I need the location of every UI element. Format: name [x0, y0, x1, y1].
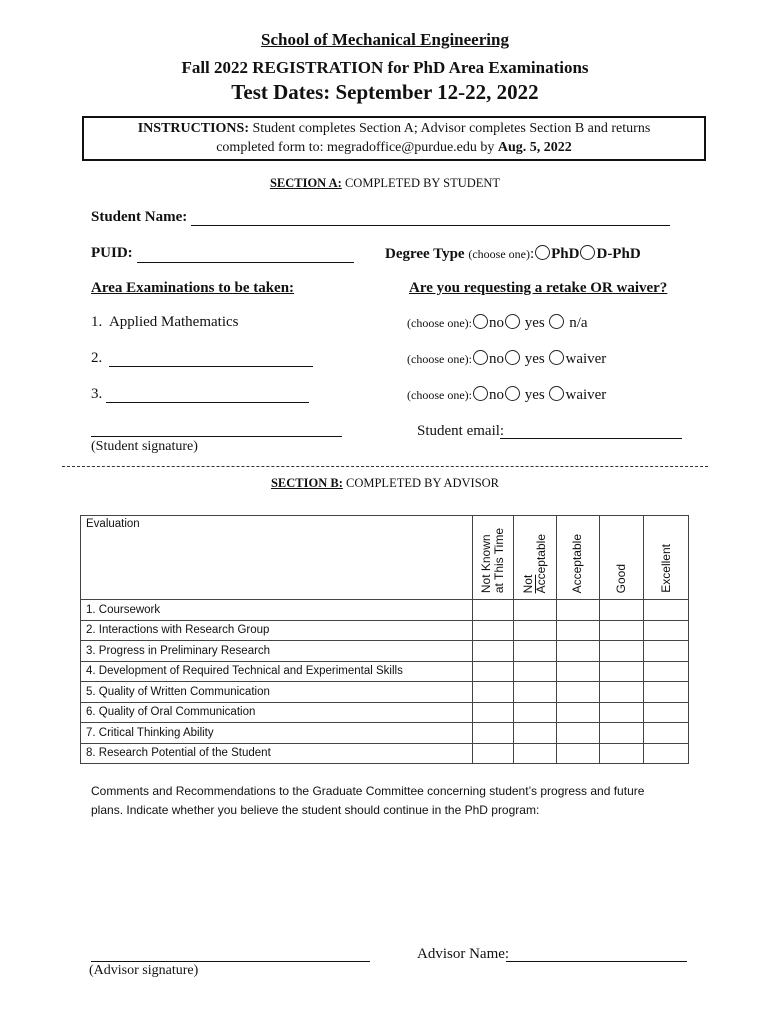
rating-cell[interactable] [514, 600, 556, 621]
option-label: no [488, 315, 504, 331]
exam-2-yes-radio[interactable] [505, 350, 520, 365]
rating-cell[interactable] [514, 641, 556, 662]
evaluation-criterion: 5. Quality of Written Communication [81, 682, 473, 703]
rating-cell[interactable] [514, 682, 556, 703]
school-title: School of Mechanical Engineering [261, 30, 509, 49]
option-label: waiver [565, 387, 607, 403]
comments-line-1: Comments and Recommendations to the Graduate Committee concerning student’s progress and future [91, 784, 645, 798]
rating-cell[interactable] [472, 743, 513, 764]
rating-cell[interactable] [556, 620, 600, 641]
table-row [81, 723, 689, 744]
exam-row-3 [91, 386, 102, 403]
rating-cell[interactable] [600, 723, 644, 744]
evaluation-rows [81, 600, 689, 764]
rating-cell[interactable] [556, 682, 600, 703]
student-name-label: Student Name: [91, 209, 188, 225]
rating-cell[interactable] [600, 641, 644, 662]
rating-cell[interactable] [556, 641, 600, 662]
rating-cell[interactable] [644, 723, 689, 744]
rating-cell[interactable] [556, 600, 600, 621]
degree-phd-label: PhD [551, 246, 580, 262]
comments-instructions [91, 782, 644, 820]
rating-cell[interactable] [600, 743, 644, 764]
rating-cell[interactable] [514, 723, 556, 744]
rating-cell[interactable] [556, 661, 600, 682]
rating-cell[interactable] [514, 620, 556, 641]
table-row [81, 682, 689, 703]
evaluation-criterion: 7. Critical Thinking Ability [81, 723, 473, 744]
rating-cell[interactable] [600, 661, 644, 682]
student-email-field[interactable] [500, 424, 682, 439]
degree-type-label: Degree Type [385, 246, 465, 262]
col-not-acceptable-line1: Not [520, 574, 535, 593]
option-label: n/a [569, 315, 588, 331]
instructions-deadline: Aug. 5, 2022 [497, 140, 572, 155]
evaluation-table [80, 515, 689, 764]
option-label: yes [524, 351, 545, 367]
instructions-label: INSTRUCTIONS: [137, 121, 249, 136]
degree-dphd-label: D-PhD [596, 246, 641, 262]
table-row [81, 702, 689, 723]
option-label: yes [524, 315, 545, 331]
degree-dphd-radio[interactable] [580, 245, 595, 260]
exam-name: Applied Mathematics [108, 314, 239, 330]
option-label: waiver [565, 351, 607, 367]
exam-3-waiver-radio[interactable] [549, 386, 564, 401]
puid-field[interactable] [137, 247, 354, 263]
instructions-text-2: completed form to: megradoffice@purdue.edu by [216, 140, 498, 155]
table-row [81, 641, 689, 662]
section-b-heading [0, 476, 770, 491]
advisor-signature-field[interactable] [91, 947, 370, 962]
col-good [600, 516, 644, 600]
choose-one-label: (choose one): [407, 388, 472, 402]
col-not-acceptable [514, 516, 556, 600]
advisor-signature-label: (Advisor signature) [89, 963, 199, 978]
rating-cell[interactable] [514, 702, 556, 723]
col-acceptable-label: Acceptable [570, 533, 585, 593]
section-a-title: COMPLETED BY STUDENT [341, 176, 501, 190]
evaluation-criterion: 6. Quality of Oral Communication [81, 702, 473, 723]
exam-number: 1. [91, 314, 103, 330]
table-row [81, 620, 689, 641]
degree-choose-one: (choose one) [468, 247, 530, 261]
col-excellent-label: Excellent [658, 544, 673, 593]
evaluation-criterion: 2. Interactions with Research Group [81, 620, 473, 641]
rating-cell[interactable] [556, 743, 600, 764]
exam-3-choices [407, 386, 606, 404]
exam-3-name-field[interactable] [106, 388, 309, 403]
instructions-box [82, 116, 706, 161]
comments-line-2: plans. Indicate whether you believe the student should continue in the PhD program: [91, 803, 540, 817]
test-dates: Test Dates: September 12-22, 2022 [231, 80, 539, 104]
exam-number: 3. [91, 386, 103, 402]
table-row [81, 743, 689, 764]
rating-cell[interactable] [514, 743, 556, 764]
evaluation-header-text: Evaluation [86, 518, 140, 530]
rating-cell[interactable] [644, 641, 689, 662]
student-email-label: Student email: [417, 423, 505, 439]
exam-1-no-radio[interactable] [473, 314, 488, 329]
exam-1-yes-radio[interactable] [505, 314, 520, 329]
section-b-label: SECTION B: [270, 476, 343, 490]
col-acceptable [556, 516, 600, 600]
rating-cell[interactable] [644, 620, 689, 641]
col-not-known [472, 516, 513, 600]
evaluation-header [81, 516, 473, 600]
exam-2-name-field[interactable] [109, 352, 313, 367]
rating-cell[interactable] [472, 682, 513, 703]
exam-2-no-radio[interactable] [473, 350, 488, 365]
instructions-text-1: Student completes Section A; Advisor completes Section B and returns [248, 121, 651, 136]
col-excellent [644, 516, 689, 600]
puid-label: PUID: [91, 245, 133, 261]
col-not-acceptable-line2: Acceptable [533, 533, 548, 593]
rating-cell[interactable] [644, 682, 689, 703]
rating-cell[interactable] [600, 600, 644, 621]
retake-heading: Are you requesting a retake OR waiver? [409, 280, 668, 296]
rating-cell[interactable] [644, 743, 689, 764]
exam-1-na-radio[interactable] [549, 314, 564, 329]
col-not-known-label [480, 528, 506, 593]
col-not-known-line1: Not Known [478, 534, 493, 593]
area-exams-heading: Area Examinations to be taken: [91, 280, 295, 296]
table-row [81, 600, 689, 621]
rating-cell[interactable] [644, 600, 689, 621]
exam-2-choices [407, 350, 606, 368]
option-label: no [488, 387, 504, 403]
exam-3-no-radio[interactable] [473, 386, 488, 401]
rating-cell[interactable] [472, 723, 513, 744]
rating-cell[interactable] [556, 702, 600, 723]
exam-3-yes-radio[interactable] [505, 386, 520, 401]
rating-cell[interactable] [472, 620, 513, 641]
section-a-heading [0, 176, 770, 191]
rating-cell[interactable] [600, 702, 644, 723]
student-signature-field[interactable] [91, 422, 342, 437]
rating-cell[interactable] [472, 702, 513, 723]
evaluation-criterion: 1. Coursework [81, 600, 473, 621]
choose-one-label: (choose one): [407, 316, 472, 330]
exam-number: 2. [91, 350, 103, 366]
exam-1-choices [407, 314, 588, 332]
option-label: no [488, 351, 504, 367]
evaluation-criterion: 4. Development of Required Technical and Experimental Skills [81, 661, 473, 682]
col-not-known-line2: at This Time [491, 527, 506, 593]
advisor-name-field[interactable] [506, 947, 687, 962]
student-signature-label: (Student signature) [91, 439, 198, 454]
degree-phd-radio[interactable] [535, 245, 550, 260]
registration-title: Fall 2022 REGISTRATION for PhD Area Examinations [181, 58, 589, 77]
rating-cell[interactable] [644, 702, 689, 723]
table-row [81, 661, 689, 682]
col-good-label: Good [614, 563, 629, 593]
student-name-field[interactable] [191, 209, 670, 226]
exam-row-2 [91, 350, 102, 367]
degree-type-row [385, 245, 641, 263]
rating-cell[interactable] [472, 641, 513, 662]
section-b-title: COMPLETED BY ADVISOR [342, 476, 500, 490]
option-label: yes [524, 387, 545, 403]
rating-cell[interactable] [644, 661, 689, 682]
evaluation-criterion: 3. Progress in Preliminary Research [81, 641, 473, 662]
evaluation-criterion: 8. Research Potential of the Student [81, 743, 473, 764]
degree-colon: : [529, 246, 535, 262]
exam-row-1 [91, 314, 239, 331]
section-a-label: SECTION A: [269, 176, 342, 190]
advisor-name-label: Advisor Name: [417, 946, 510, 962]
rating-cell[interactable] [472, 661, 513, 682]
choose-one-label: (choose one): [407, 352, 472, 366]
col-not-acceptable-label [522, 534, 548, 593]
rating-cell[interactable] [472, 600, 513, 621]
student-name-row [91, 209, 187, 226]
section-divider [62, 466, 708, 467]
rating-cell[interactable] [600, 620, 644, 641]
rating-cell[interactable] [600, 682, 644, 703]
evaluation-header-row [81, 516, 689, 600]
comments-area[interactable] [91, 825, 691, 940]
rating-cell[interactable] [514, 661, 556, 682]
rating-cell[interactable] [556, 723, 600, 744]
exam-2-waiver-radio[interactable] [549, 350, 564, 365]
